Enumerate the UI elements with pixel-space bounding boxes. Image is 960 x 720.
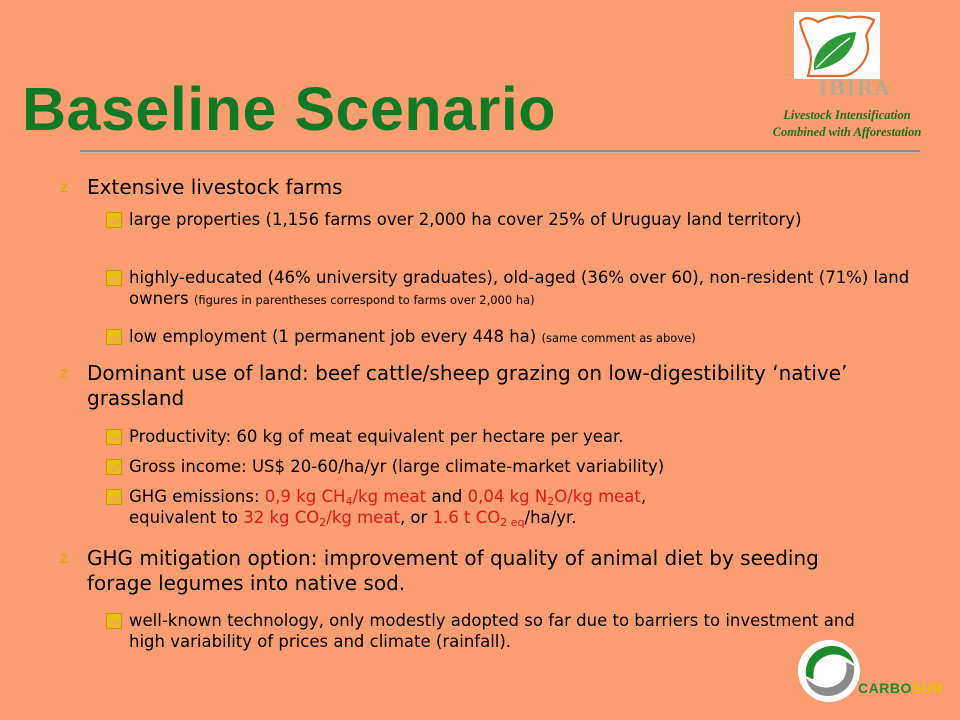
sub-3-main: low employment (1 permanent job every 448 ha) (129, 327, 537, 346)
bullet-3: GHG mitigation option: improvement of quality of animal diet by seeding forage legumes into native sod. (87, 546, 819, 595)
bullet-z-icon: z (60, 549, 68, 567)
carbosur-wordmark: CARBOSUR (858, 680, 943, 696)
logo-tagline-line-2: Combined with Afforestation (772, 125, 922, 139)
bullet-2: Dominant use of land: beef cattle/sheep grazing on low-digestibility ‘native’ grassland (87, 361, 848, 410)
bullet-2-sub-2: Gross income: US$ 20-60/ha/yr (large climate-market variability) (129, 457, 665, 476)
checkbox-bullet-icon (106, 613, 122, 629)
carbosur-logo (796, 636, 862, 706)
checkbox-bullet-icon (106, 489, 122, 505)
bullet-3-sub-1: well-known technology, only modestly adopted so far due to barriers to investment and high variability of prices and climate (rainfall). (129, 611, 855, 651)
bullet-z-icon: z (60, 178, 68, 196)
bullet-1-sub-2 (129, 267, 919, 311)
checkbox-bullet-icon (106, 459, 122, 475)
sub-3-note: (same comment as above) (541, 331, 696, 345)
bullet-2-sub-3 (129, 486, 919, 528)
logo-name: IBIRA (818, 76, 891, 100)
checkbox-bullet-icon (106, 429, 122, 445)
emissions-line-2: equivalent to 32 kg $CO_2/kg$ meat, or 1.6 t $CO_{2 eq}/ha/yr$. (129, 508, 577, 529)
bullet-1-sub-1: large properties (1,156 farms over 2,000 ha cover 25% of Uruguay land territory) (129, 210, 802, 229)
bullet-z-icon: z (60, 364, 68, 382)
slide-title: Baseline Scenario (22, 75, 557, 143)
sub-2-note: (figures in parentheses correspond to farms over 2,000 ha) (193, 293, 535, 307)
checkbox-bullet-icon (106, 329, 122, 345)
checkbox-bullet-icon (106, 212, 122, 228)
emissions-line-1: GHG emissions: 0,9 kg $CH_4/kg$ meat and 0,04 kg $N_2O/kg$ meat, (129, 487, 647, 508)
bullet-2-sub-1: Productivity: 60 kg of meat equivalent per hectare per year. (129, 427, 624, 446)
logo-tagline-line-1: Livestock Intensification (783, 108, 911, 122)
bullet-1: Extensive livestock farms (87, 175, 343, 199)
checkbox-bullet-icon (106, 270, 122, 286)
sub-2-main: highly-educated (46% university graduates), old-aged (36% over 60), non-resident (71%) land owners (129, 268, 910, 308)
bullet-1-sub-3 (129, 326, 919, 349)
